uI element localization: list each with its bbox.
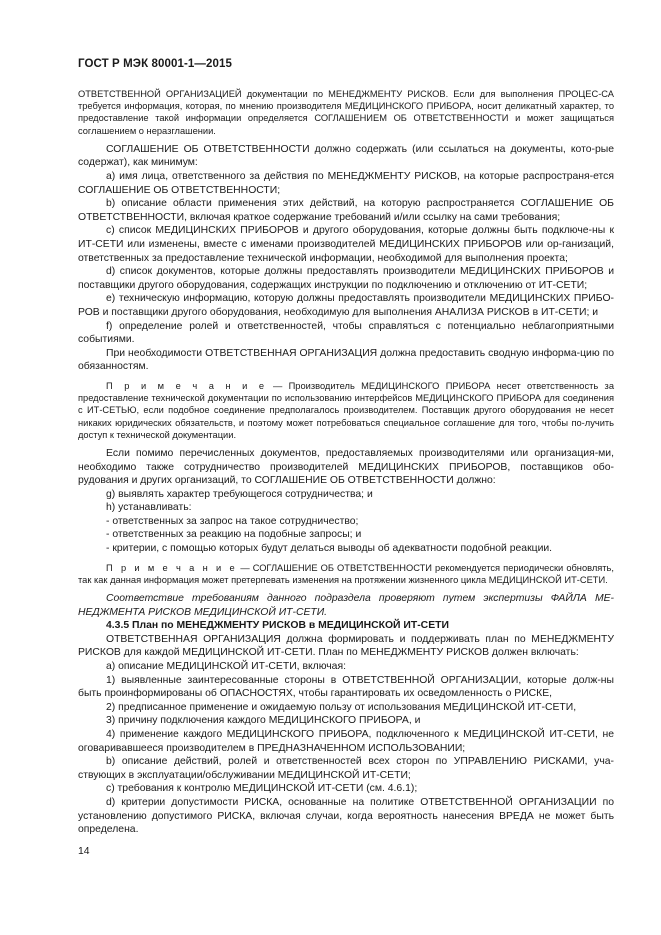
note-1-text: — Производитель МЕДИЦИНСКОГО ПРИБОРА несет ответственность за предоставление технической документации по использованию интерфейсов МЕДИЦИНСКОГО ПРИБОРА для соединения с ИТ-СЕТЬЮ, если подобное соединение предполагалось производителем. Поставщик другого оборудования не несет никаких юридических обязательств, и поэтому может потребоваться специальное соглашение для того, чтобы по-лучить доступ к технической документации.	[78, 380, 614, 440]
agreement-item-e: e) техническую информацию, которую должны предоставлять производители МЕДИЦИНСКИХ ПРИБО-РОВ и поставщики другого оборудования, необходимую для выполнения АНАЛИЗА РИСКОВ в ИТ-СЕТИ; и	[78, 293, 614, 318]
note-1	[78, 380, 614, 441]
note-2-text: — СОГЛАШЕНИЕ ОБ ОТВЕТСТВЕННОСТИ рекомендуется периодически обновлять, так как данная информация может претерпевать изменения на протяжении жизненного цикла МЕДИЦИНСКОЙ ИТ-СЕТИ.	[78, 562, 614, 585]
section-item-b: b) описание действий, ролей и ответственностей всех сторон по УПРАВЛЕНИЮ РИСКАМИ, уча-ствующих в эксплуатации/обслуживании МЕДИЦИНСКОЙ ИТ-СЕТИ;	[78, 756, 614, 781]
note-2	[78, 562, 614, 586]
document-page	[78, 58, 614, 837]
agreement-item-a: а) имя лица, ответственного за действия по МЕНЕДЖМЕНТУ РИСКОВ, на которые распространя-ется СОГЛАШЕНИЕ ОБ ОТВЕТСТВЕННОСТИ;	[78, 171, 614, 196]
cooperation-subitem-2: - ответственных за реакцию на подобные запросы; и	[106, 529, 362, 541]
section-subitem-3: 3) причину подключения каждого МЕДИЦИНСКОГО ПРИБОРА, и	[106, 715, 421, 727]
note-1-label: П р и м е ч а н и е	[106, 380, 267, 391]
section-lead: ОТВЕТСТВЕННАЯ ОРГАНИЗАЦИЯ должна формировать и поддерживать план по МЕНЕДЖМЕНТУ РИСКОВ для каждой МЕДИЦИНСКОЙ ИТ-СЕТИ. План по МЕНЕДЖМЕНТУ РИСКОВ должен включать:	[78, 633, 614, 659]
compliance-statement: Соответствие требованиям данного подраздела проверяют путем экспертизы ФАЙЛА МЕ-НЕДЖМЕНТА РИСКОВ МЕДИЦИНСКОЙ ИТ-СЕТИ.	[78, 593, 614, 618]
agreement-item-d: d) список документов, которые должны предоставлять производители МЕДИЦИНСКИХ ПРИБОРОВ и поставщики другого оборудования, содержащих инструкции по подключению и отключению от ИТ-СЕТИ;	[78, 266, 614, 291]
section-heading: 4.3.5 План по МЕНЕДЖМЕНТУ РИСКОВ в МЕДИЦИНСКОЙ ИТ-СЕТИ	[106, 620, 449, 632]
cooperation-lead: Если помимо перечисленных документов, предоставляемых производителями или организация-ми, необходимо также сотрудничество производителей МЕДИЦИНСКИХ ПРИБОРОВ, поставщиков обо-рудования и других организаций, то СОГЛАШЕНИЕ ОБ ОТВЕТСТВЕННОСТИ должно:	[78, 447, 614, 487]
agreement-summary: При необходимости ОТВЕТСТВЕННАЯ ОРГАНИЗАЦИЯ должна предоставить сводную информа-цию по обязанностям.	[78, 347, 614, 373]
cooperation-item-h: h) устанавливать:	[106, 502, 192, 514]
note-2-label: П р и м е ч а н и е	[106, 562, 238, 573]
agreement-item-c: c) список МЕДИЦИНСКИХ ПРИБОРОВ и другого оборудования, которые должны быть подключе-ны к ИТ-СЕТИ или изменены, вместе с именами производителей МЕДИЦИНСКИХ ПРИБОРОВ или ор-ганизаций, ответственных за предоставление технической информации, необходимой для выполнения проекта;	[78, 225, 614, 264]
cooperation-subitem-3: - критерии, с помощью которых будут делаться выводы об адекватности подобной реакции.	[106, 543, 553, 555]
section-subitem-4: 4) применение каждого МЕДИЦИНСКОГО ПРИБОРА, подключенного к МЕДИЦИНСКОЙ ИТ-СЕТИ, не оговаривавшееся производителем в ПРЕДНАЗНАЧЕННОМ ИСПОЛЬЗОВАНИИ;	[78, 729, 614, 754]
agreement-lead: СОГЛАШЕНИЕ ОБ ОТВЕТСТВЕННОСТИ должно содержать (или ссылаться на документы, кото-рые содержат), как минимум:	[78, 143, 614, 169]
agreement-item-b: b) описание области применения этих действий, на которую распространяется СОГЛАШЕНИЕ ОБ ОТВЕТСТВЕННОСТИ, включая краткое содержание требований и/или ссылку на сами требования;	[78, 198, 614, 223]
section-item-d: d) критерии допустимости РИСКА, основанные на политике ОТВЕТСТВЕННОЙ ОРГАНИЗАЦИИ по установлению допустимого РИСКА, включая случаи, когда вероятность нанесения ВРЕДА не может быть определена.	[78, 796, 614, 836]
page-number: 14	[78, 846, 90, 857]
intro-paragraph: ОТВЕТСТВЕННОЙ ОРГАНИЗАЦИЕЙ документации по МЕНЕДЖМЕНТУ РИСКОВ. Если для выполнения ПРОЦЕС-СА требуется информация, которая, по мнению производителя МЕДИЦИНСКОГО ПРИБОРА, носит деликатный характер, то предоставление такой информации определяется СОГЛАШЕНИЕМ ОБ ОТВЕТСТВЕННОСТИ и может защищаться соглашением о неразглашении.	[78, 89, 614, 136]
cooperation-subitem-1: - ответственных за запрос на такое сотрудничество;	[106, 515, 359, 527]
agreement-item-f: f) определение ролей и ответственностей, чтобы справляться с потенциально неблагоприятными событиями.	[78, 320, 614, 346]
section-item-a: а) описание МЕДИЦИНСКОЙ ИТ-СЕТИ, включая:	[106, 661, 346, 673]
cooperation-item-g: g) выявлять характер требующегося сотрудничества; и	[106, 488, 373, 500]
section-item-c: c) требования к контролю МЕДИЦИНСКОЙ ИТ-СЕТИ (см. 4.6.1);	[106, 783, 418, 795]
section-subitem-2: 2) предписанное применение и ожидаемую пользу от использования МЕДИЦИНСКОЙ ИТ-СЕТИ,	[106, 701, 577, 713]
document-header: ГОСТ Р МЭК 80001-1—2015	[78, 58, 232, 70]
section-subitem-1: 1) выявленные заинтересованные стороны в ОТВЕТСТВЕННОЙ ОРГАНИЗАЦИИ, которые долж-ны быть проинформированы об ОПАСНОСТЯХ, чтобы гарантировать их осведомленность о РИСКЕ,	[78, 674, 614, 700]
